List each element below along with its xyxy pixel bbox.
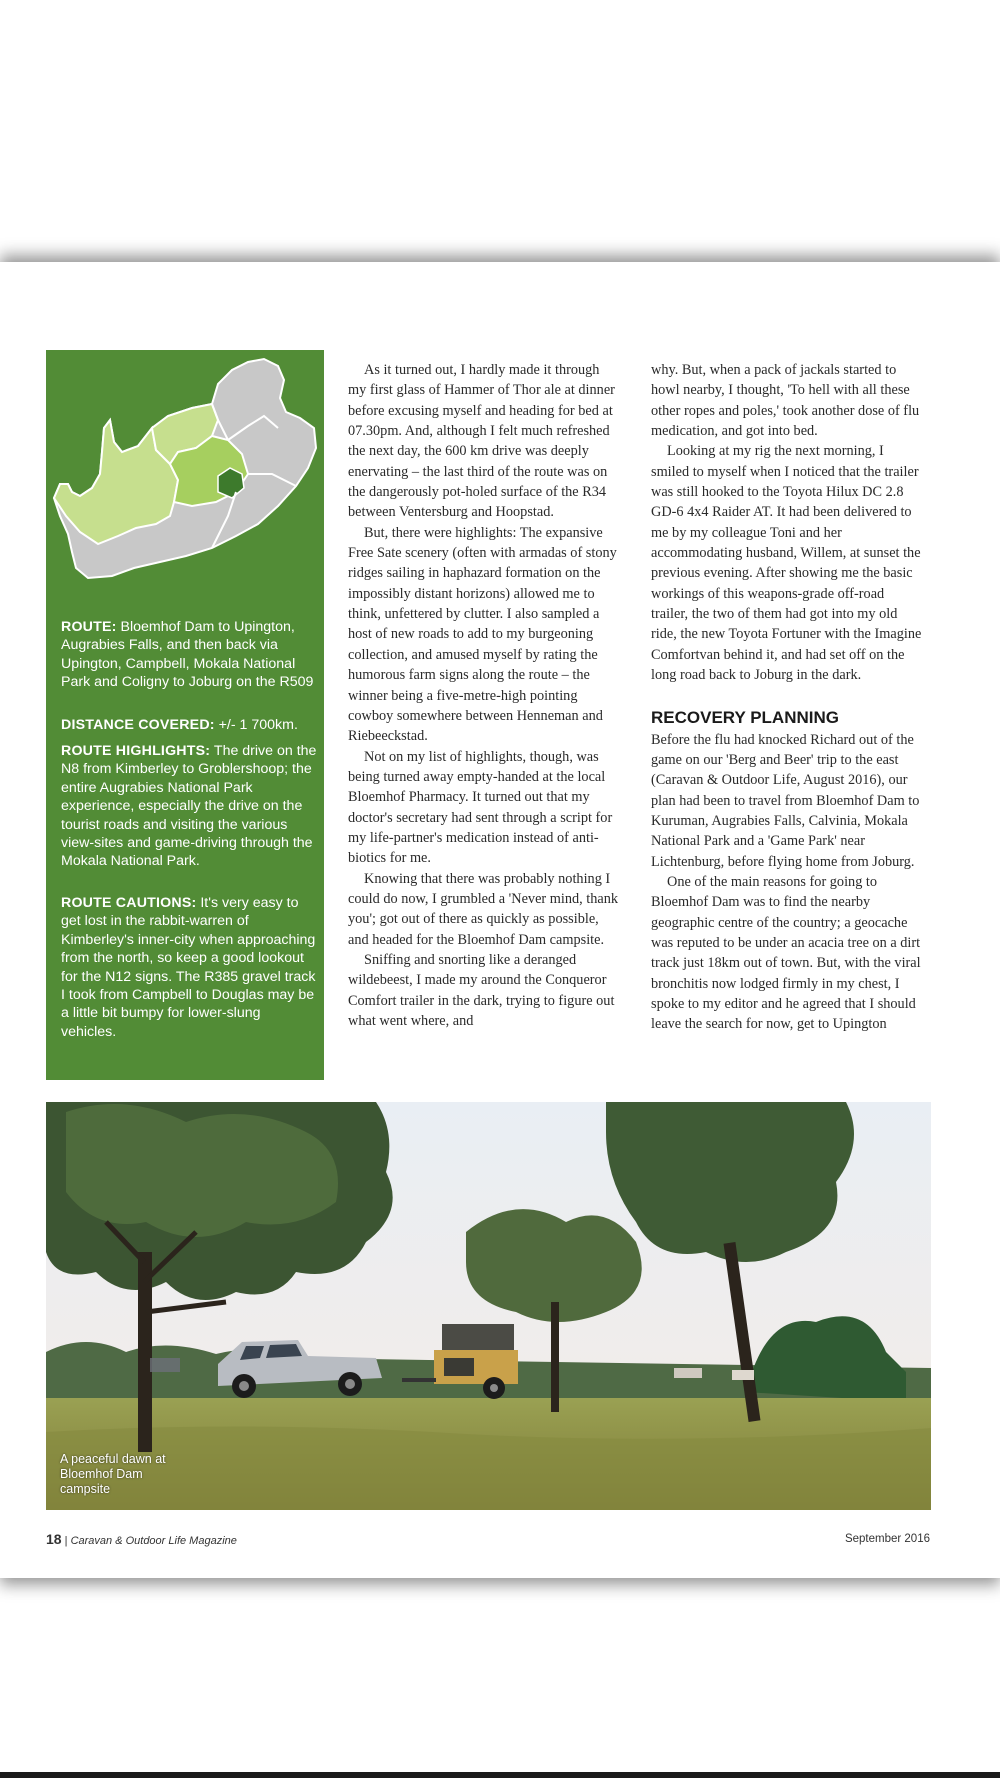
distance-section xyxy=(61,716,317,734)
section-heading: RECOVERY PLANNING xyxy=(651,707,839,727)
route-section xyxy=(61,618,317,692)
highlights-section xyxy=(61,742,317,871)
paragraph: Knowing that there was probably nothing I could do now, I grumbled a 'Never mind, thank you'; got out of there as quickly as possible, and headed for the Bloemhof Dam campsite. xyxy=(348,870,619,948)
article-column-1 xyxy=(348,360,620,1031)
highlights-label: ROUTE HIGHLIGHTS: xyxy=(61,743,211,759)
cautions-section xyxy=(61,894,317,1041)
campsite-photo-illustration xyxy=(46,1102,931,1510)
cautions-label: ROUTE CAUTIONS: xyxy=(61,895,197,911)
campsite-photo xyxy=(46,1102,931,1510)
paragraph: Sniffing and snorting like a deranged wildebeest, I made my around the Conqueror Comfort trailer in the dark, trying to figure out what went where, and xyxy=(348,951,615,1029)
route-label: ROUTE: xyxy=(61,619,117,635)
paragraph: One of the main reasons for going to Bloemhof Dam was to find the nearby geographic centre of the country; a geocache was reputed to be under an acacia tree on a dirt track just 18km out of town. But, with the viral bronchitis now lodged firmly in my chest, I spoke to my editor and he agreed that I should leave the search for now, get to Upington xyxy=(651,873,921,1033)
footer-separator: | xyxy=(61,1535,71,1547)
issue-date: September 2016 xyxy=(844,1533,930,1545)
screen-bottom-bar xyxy=(0,1772,1000,1778)
paragraph: Before the flu had knocked Richard out of the game on our 'Berg and Beer' trip to the east (Caravan & Outdoor Life, August 2016), our plan had been to travel from Bloemhof Dam to Kuruman, Augrabies Falls, Calvinia, Mokala National Park and a 'Game Park' near Lichtenburg, before flying home from Joburg. xyxy=(651,731,920,870)
paragraph: Looking at my rig the next morning, I smiled to myself when I noticed that the trailer was still hooked to the Toyota Hilux DC 2.8 GD-6 4x4 Raider AT. It had been delivered to me by my colleague Toni and her accommodating husband, Willem, at sunset the previous evening. After showing me the basic workings of this weapons-grade off-road trailer, the two of them had got into my old ride, the new Toyota Fortuner with the Imagine Comfortvan behind it, and had set off on the long road back to Joburg in the dark. xyxy=(651,443,922,684)
distance-text: +/- 1 700km. xyxy=(214,717,298,733)
footer-publication xyxy=(46,1531,237,1547)
photo-caption: A peaceful dawn at Bloemhof Dam campsite xyxy=(60,1452,166,1496)
paragraph: why. But, when a pack of jackals started to howl nearby, I thought, 'To hell with all these other ropes and poles,' took another dose of flu medication, and got into bed. xyxy=(651,362,920,440)
article-column-2 xyxy=(651,360,923,1035)
south-africa-map xyxy=(52,356,318,588)
magazine-page xyxy=(0,262,1000,1578)
paragraph: Not on my list of highlights, though, was being turned away empty-handed at the local Bloemhof Pharmacy. It turned out that my doctor's secretary had sent through a script for my life-partner's medication instead of anti-biotics for me. xyxy=(348,748,613,867)
highlights-text: The drive on the N8 from Kimberley to Groblershoop; the entire Augrabies National Park experience, especially the drive on the tourist roads and visiting the various view-sites and game-driving through the Mokala National Park. xyxy=(61,743,317,870)
route-info-box xyxy=(46,350,324,1080)
cautions-text: It's very easy to get lost in the rabbit-warren of Kimberley's inner-city when approaching from the north, so keep a good lookout for the N12 signs. The R385 gravel track I took from Campbell to Douglas may be a little bit bumpy for lower-slung vehicles. xyxy=(61,895,316,1040)
magazine-name: Caravan & Outdoor Life Magazine xyxy=(70,1535,237,1547)
paragraph: But, there were highlights: The expansive Free Sate scenery (often with armadas of stony ridges sailing in haphazard formation on the impossibly distant horizons) allowed me to think, unfettered by clutter. I also sampled a host of new roads to add to my burgeoning collection, and amused myself by rating the humorous farm signs along the route – the winner being a five-metre-high pointing cowboy somewhere between Henneman and Riebeeckstad. xyxy=(348,524,617,745)
distance-label: DISTANCE COVERED: xyxy=(61,717,215,733)
page-number: 18 xyxy=(46,1531,62,1547)
route-text: Bloemhof Dam to Upington, Augrabies Falls, and then back via Upington, Campbell, Mokala National Park and Coligny to Joburg on the R509 xyxy=(61,619,314,691)
paragraph: As it turned out, I hardly made it through my first glass of Hammer of Thor ale at dinner before excusing myself and heading for bed at 07.30pm. And, although I felt much refreshed the next day, the 600 km drive was deeply enervating – the last third of the route was on the dangerously pot-holed surface of the R34 between Ventersburg and Hoopstad. xyxy=(348,362,615,521)
